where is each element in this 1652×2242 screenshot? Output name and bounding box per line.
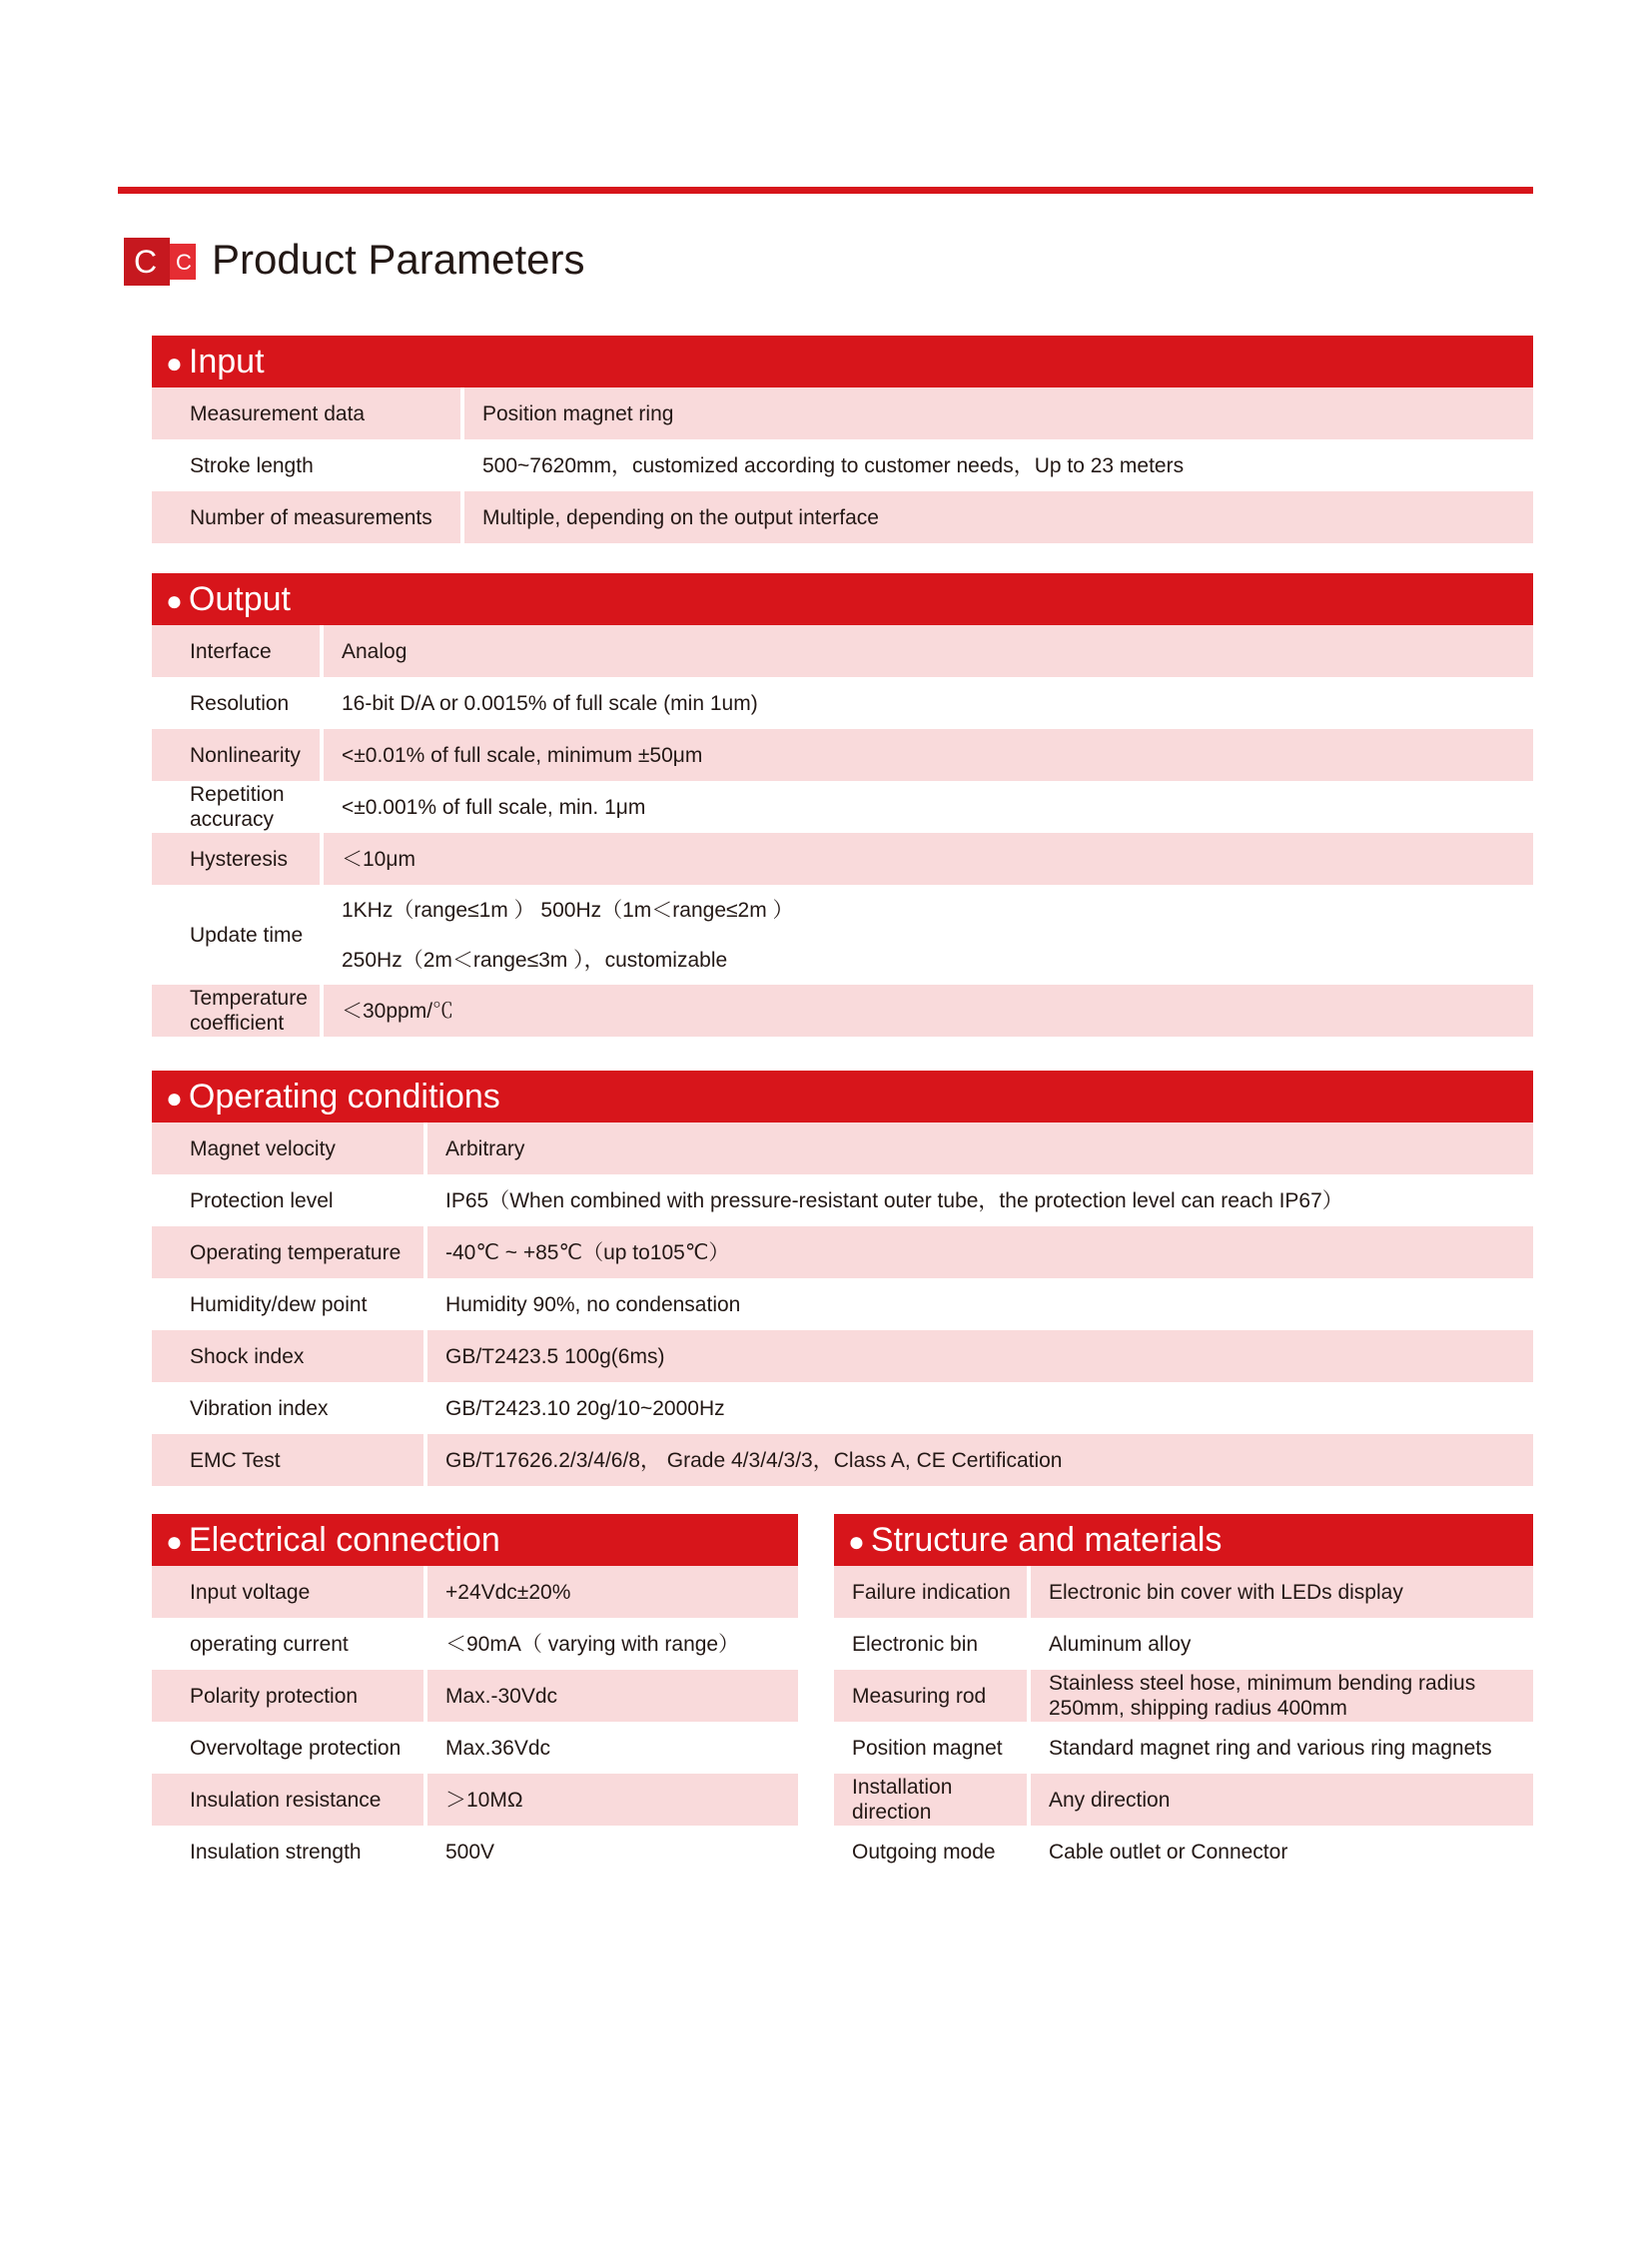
table-row <box>152 1330 1533 1382</box>
param-label: Resolution <box>190 691 290 715</box>
param-label: Polarity protection <box>152 1670 427 1722</box>
param-label: Number of measurements <box>152 491 464 543</box>
param-value-line: 250Hz（2m＜range≤3m ），customizable <box>342 948 728 972</box>
param-label: Protection level <box>190 1188 334 1212</box>
param-value: GB/T17626.2/3/4/6/8， Grade 4/3/4/3/3，Class A, CE Certification <box>445 1448 1063 1472</box>
param-value <box>324 885 1533 985</box>
param-value: Any direction <box>1049 1788 1171 1812</box>
param-value: Electronic bin cover with LEDs display <box>1049 1580 1403 1604</box>
param-label: Stroke length <box>190 453 314 477</box>
param-value: <±0.001% of full scale, min. 1μm <box>342 795 646 819</box>
param-value: Humidity 90%, no condensation <box>445 1292 741 1316</box>
table-row <box>152 1618 798 1670</box>
param-label: EMC Test <box>152 1434 427 1486</box>
param-label: Repetition accuracy <box>190 783 285 831</box>
section-title-electrical: Electrical connection <box>188 1521 500 1559</box>
param-value: Multiple, depending on the output interface <box>482 505 879 529</box>
param-value: +24Vdc±20% <box>445 1580 571 1604</box>
page-title: Product Parameters <box>212 236 585 283</box>
param-label: Hysteresis <box>152 833 324 885</box>
table-row <box>152 833 1533 885</box>
top-rule <box>118 187 1533 194</box>
logo-letter-small: C <box>176 250 192 275</box>
section-structure <box>834 1514 1533 1877</box>
param-label: Measuring rod <box>834 1670 1031 1722</box>
param-label: Installation direction <box>834 1774 1031 1826</box>
logo <box>124 238 196 286</box>
section-output <box>152 573 1533 1037</box>
table-row <box>152 625 1533 677</box>
table-row <box>834 1618 1533 1670</box>
table-row <box>152 885 1533 985</box>
param-value: Standard magnet ring and various ring magnets <box>1049 1736 1492 1760</box>
table-row <box>152 1122 1533 1174</box>
table-row <box>152 781 1533 833</box>
param-label: Temperature coefficient <box>152 985 324 1037</box>
param-label: Interface <box>152 625 324 677</box>
param-value: 500V <box>445 1840 495 1864</box>
param-label: Update time <box>190 923 304 947</box>
param-label: Nonlinearity <box>152 729 324 781</box>
param-label: Measurement data <box>152 387 464 439</box>
param-label: Operating temperature <box>152 1226 427 1278</box>
param-value: <±0.01% of full scale, minimum ±50μm <box>342 743 703 767</box>
param-label: Outgoing mode <box>852 1840 996 1864</box>
table-row <box>152 985 1533 1037</box>
section-header-electrical: ● Electrical connection <box>152 1514 798 1566</box>
table-row <box>152 1774 798 1826</box>
table-row <box>152 1226 1533 1278</box>
param-value-line: 1KHz（range≤1m ） 500Hz（1m＜range≤2m ） <box>342 898 794 922</box>
table-row <box>834 1566 1533 1618</box>
table-row <box>152 1722 798 1774</box>
param-value: GB/T2423.5 100g(6ms) <box>445 1344 665 1368</box>
table-row <box>152 1434 1533 1486</box>
param-value: Analog <box>342 639 408 663</box>
section-header-operating: ● Operating conditions <box>152 1071 1533 1122</box>
param-label: operating current <box>190 1632 349 1656</box>
param-value: -40℃ ~ +85℃（up to105℃） <box>445 1240 730 1264</box>
param-value: ＞10MΩ <box>445 1788 523 1812</box>
param-value: Max.-30Vdc <box>445 1684 558 1708</box>
section-header-output: ● Output <box>152 573 1533 625</box>
section-title-operating: Operating conditions <box>188 1078 500 1116</box>
table-row <box>152 1382 1533 1434</box>
param-value: ＜30ppm/℃ <box>342 999 454 1023</box>
table-row <box>834 1722 1533 1774</box>
section-title-output: Output <box>188 580 291 618</box>
param-label: Electronic bin <box>852 1632 979 1656</box>
section-operating <box>152 1071 1533 1486</box>
table-row <box>152 491 1533 543</box>
section-title-input: Input <box>188 343 265 380</box>
table-row <box>152 387 1533 439</box>
logo-letter-big: C <box>134 244 158 280</box>
table-row <box>152 1174 1533 1226</box>
param-value: Arbitrary <box>445 1136 525 1160</box>
table-row <box>152 1566 798 1618</box>
table-row <box>834 1826 1533 1877</box>
table-row <box>152 1826 798 1877</box>
param-value: Cable outlet or Connector <box>1049 1840 1288 1864</box>
table-row <box>152 729 1533 781</box>
param-label: Insulation strength <box>190 1840 362 1864</box>
section-title-structure: Structure and materials <box>870 1521 1223 1559</box>
param-label: Overvoltage protection <box>190 1736 402 1760</box>
table-row <box>834 1774 1533 1826</box>
param-value: Position magnet ring <box>482 401 674 425</box>
param-label: Humidity/dew point <box>190 1292 368 1316</box>
section-electrical <box>152 1514 798 1877</box>
param-label: Vibration index <box>190 1396 329 1420</box>
table-row <box>834 1670 1533 1722</box>
param-value: ＜90mA（ varying with range） <box>445 1632 740 1656</box>
param-label: Shock index <box>152 1330 427 1382</box>
param-label: Insulation resistance <box>152 1774 427 1826</box>
param-label: Failure indication <box>834 1566 1031 1618</box>
param-label: Magnet velocity <box>152 1122 427 1174</box>
table-row <box>152 439 1533 491</box>
section-header-input: ● Input <box>152 336 1533 387</box>
param-value: 16-bit D/A or 0.0015% of full scale (min 1um) <box>342 691 758 715</box>
param-value: Max.36Vdc <box>445 1736 551 1760</box>
param-value: IP65（When combined with pressure-resistant outer tube，the protection level can reach IP67） <box>445 1188 1343 1212</box>
param-value: Stainless steel hose, minimum bending radius 250mm, shipping radius 400mm <box>1049 1672 1476 1720</box>
param-value: 500~7620mm，customized according to customer needs，Up to 23 meters <box>482 453 1185 477</box>
table-row <box>152 677 1533 729</box>
section-header-structure: ● Structure and materials <box>834 1514 1533 1566</box>
param-value: Aluminum alloy <box>1049 1632 1192 1656</box>
table-row <box>152 1278 1533 1330</box>
param-label: Position magnet <box>852 1736 1003 1760</box>
param-value: GB/T2423.10 20g/10~2000Hz <box>445 1396 725 1420</box>
section-input <box>152 336 1533 543</box>
param-label: Input voltage <box>152 1566 427 1618</box>
param-value: ＜10μm <box>342 847 415 871</box>
table-row <box>152 1670 798 1722</box>
